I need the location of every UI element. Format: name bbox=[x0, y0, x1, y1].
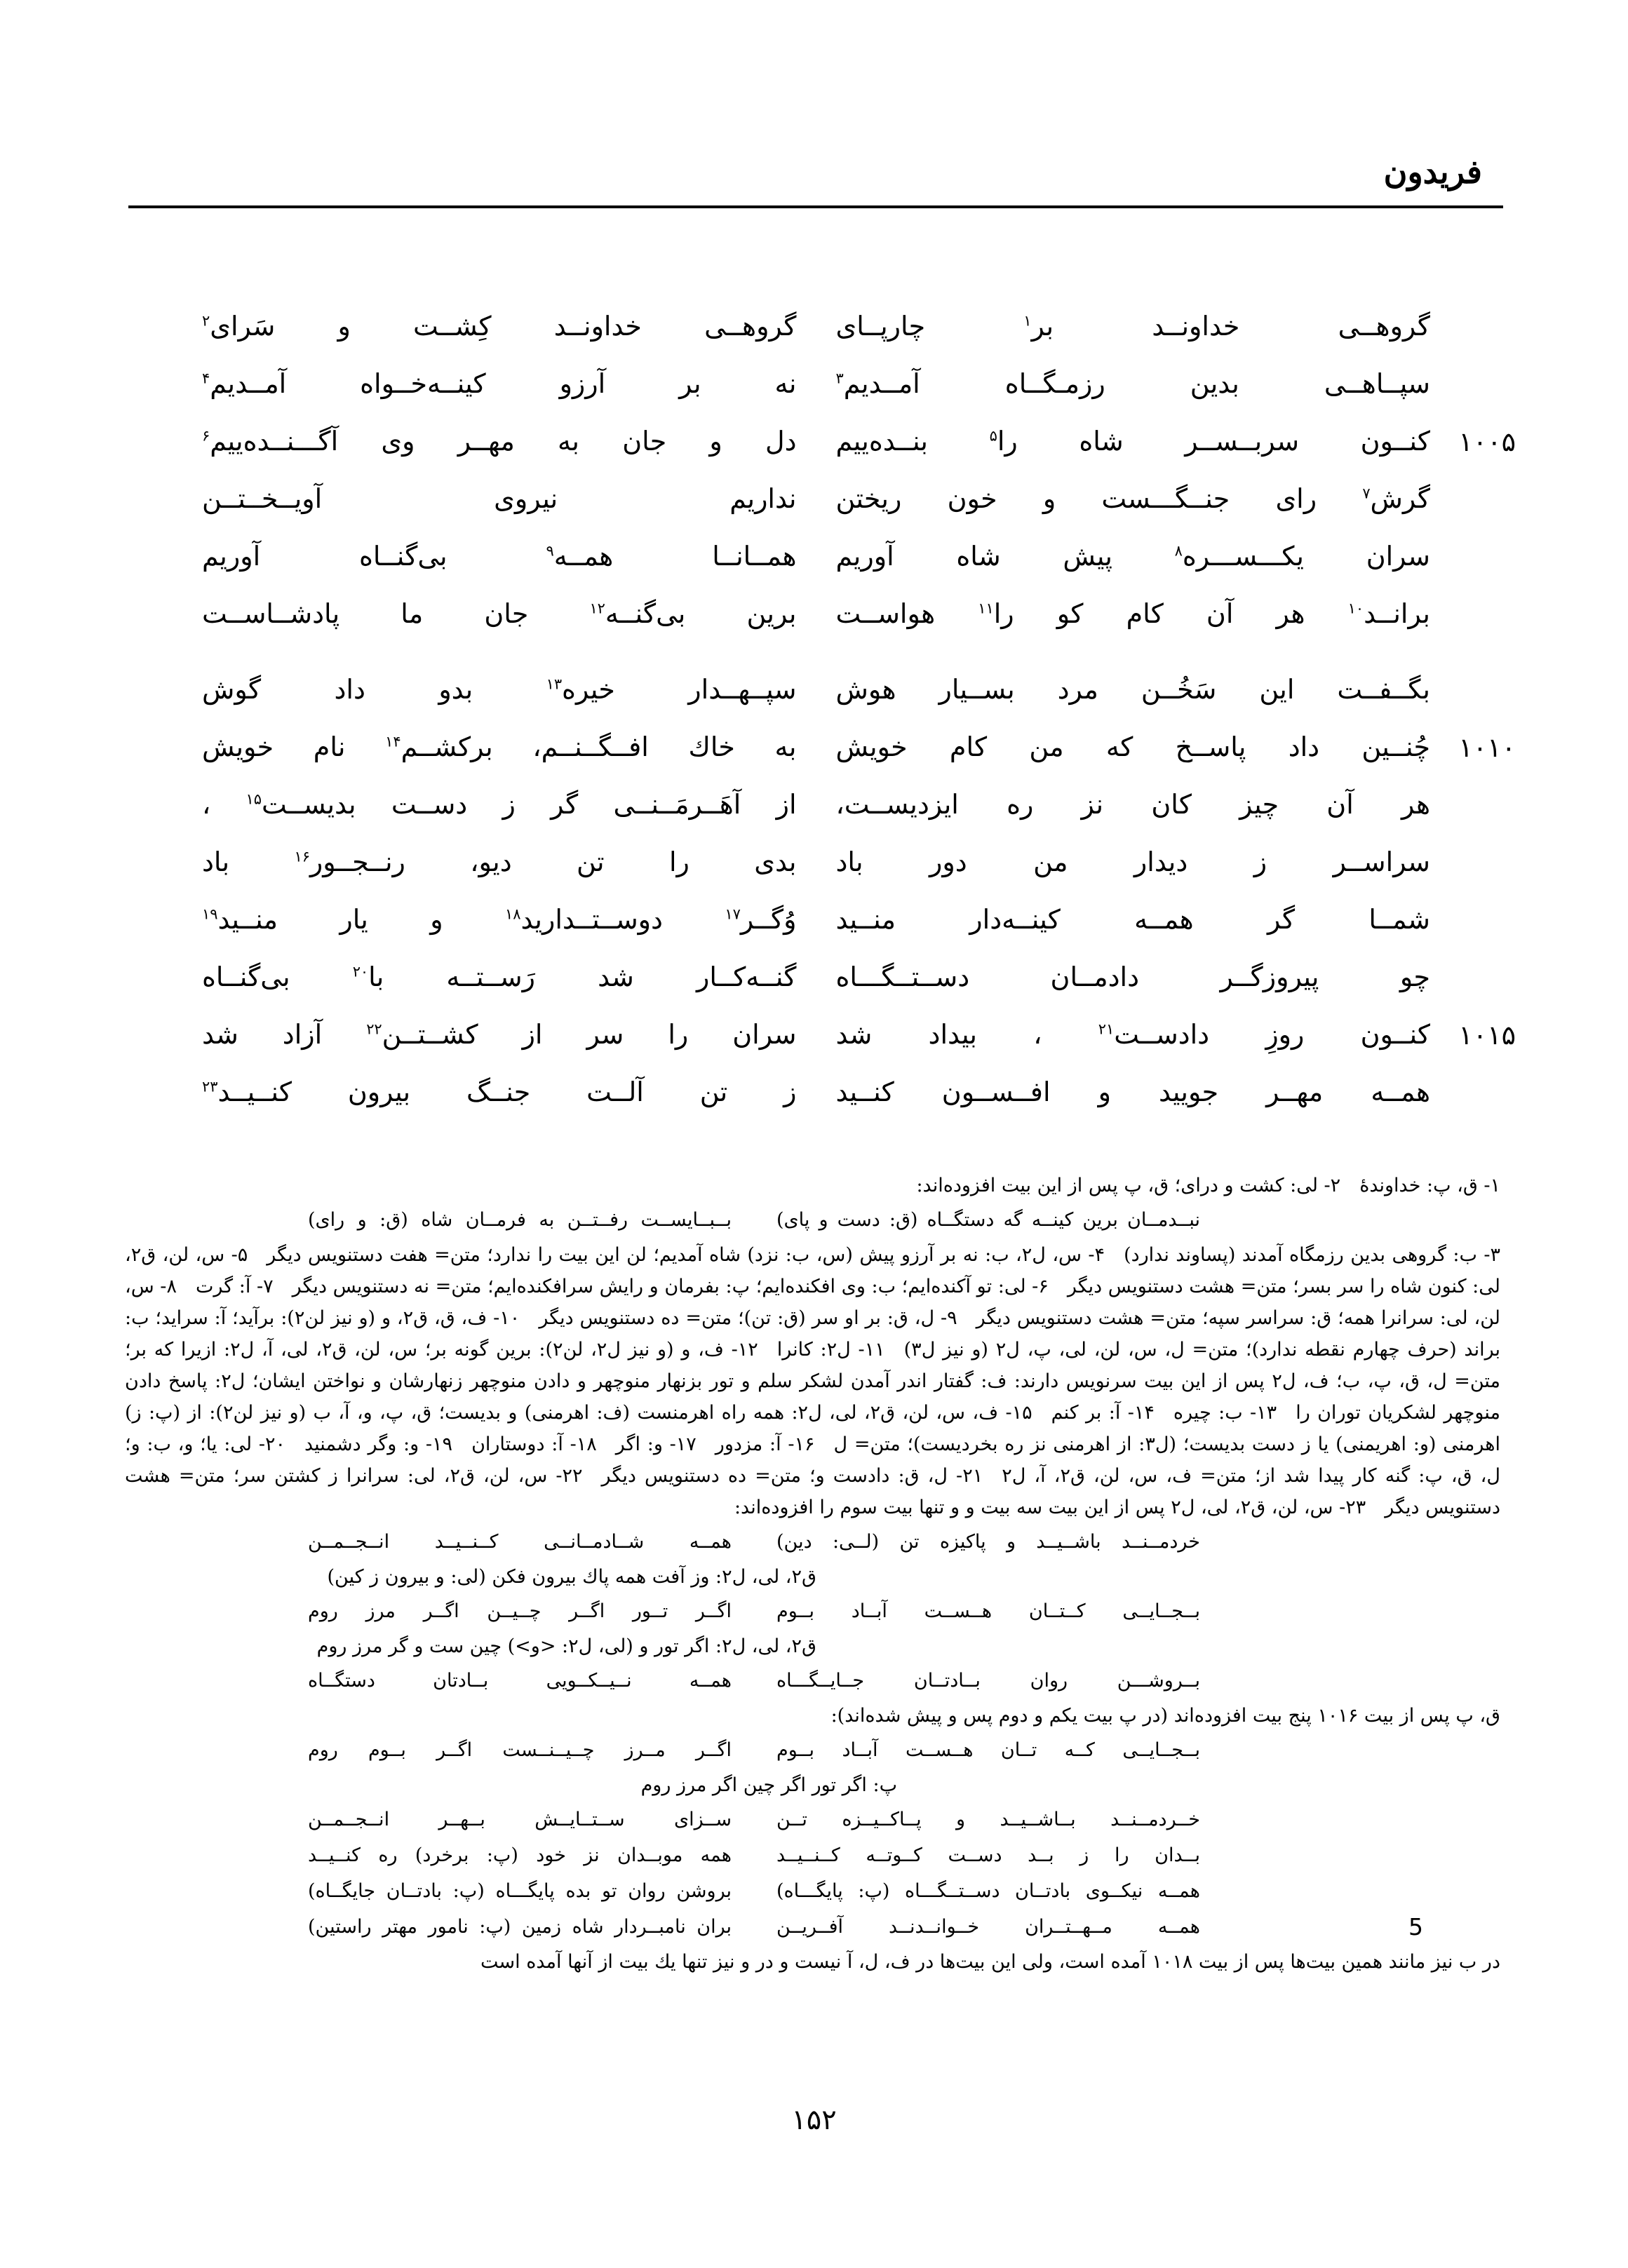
verse-row bbox=[202, 776, 1516, 834]
footnote-hemistich-first: بــروشـــن روان بــادتــان جــایــگـــاه bbox=[776, 1670, 1200, 1692]
footnote-couplet bbox=[308, 1595, 1200, 1628]
hemistich-second: سپــهــدار خیره$^{۱۳}$ بدو داد گوش bbox=[202, 674, 797, 706]
hemistich-first: چُنــین داد پاســخ که من کام خویش bbox=[835, 731, 1430, 763]
footnote-hemistich-second: همــه شــادمــانــی کــنــیــد انــجــمــن bbox=[308, 1531, 732, 1553]
hemistich-first: چو پیروزگــر دادمــان دســتــگـــاه bbox=[835, 961, 1430, 993]
running-head-title: فریدون bbox=[1383, 153, 1482, 191]
hemistich-second: وُگــر$^{۱۷}$ دوســتــدارید$^{۱۸}$ و یار منــید$^{۱۹}$ bbox=[202, 904, 797, 936]
verse-number: ۱۰۰۵ bbox=[1458, 426, 1516, 457]
poem-block bbox=[202, 298, 1516, 1121]
footnote-couplet bbox=[308, 1875, 1200, 1908]
verse-row bbox=[202, 719, 1516, 776]
verse-row bbox=[202, 471, 1516, 528]
hemistich-second: نداریم نیروی آویــخــتــن bbox=[202, 483, 797, 515]
verse-row bbox=[202, 298, 1516, 356]
verse-row bbox=[202, 356, 1516, 413]
stanza-gap bbox=[202, 643, 1516, 661]
hemistich-first: همــه مهــر جویید و افــســون کنــید bbox=[835, 1076, 1430, 1108]
hemistich-first: سراســر ز دیدار من دور باد bbox=[835, 846, 1430, 878]
footnote-hemistich-first: بــدان را ز بــد دســت کــوتــه کــنــیــد bbox=[776, 1844, 1200, 1866]
hemistich-second: گروهــی خداونــد کِشــت و سَرای$^۲$ bbox=[202, 311, 797, 342]
footnote-couplet bbox=[308, 1803, 1200, 1837]
footnote-hemistich-first: بــجــایــی کــتــان هــســت آبــاد بــوم bbox=[776, 1600, 1200, 1622]
hemistich-first: هر آن چیز کان نز ره ایزدیســت، bbox=[835, 789, 1430, 821]
footnote-hemistich-first: بــجــایــی کــه تــان هــســت آبــاد بــوم bbox=[776, 1739, 1200, 1761]
footnote-hemistich-first: همــه مــهــتــران خــوانــدنــد آفــریــن bbox=[776, 1916, 1200, 1938]
verse-row bbox=[202, 528, 1516, 586]
signature-mark: 5 bbox=[1408, 1913, 1423, 1940]
verse-row bbox=[202, 1064, 1516, 1121]
footnote-hemistich-second: همه موبــدان نز خود (پ: برخرد) ره کنــیــد bbox=[308, 1844, 732, 1866]
hemistich-first: گروهــی خداونــد بر$^۱$ چارپــای bbox=[835, 311, 1430, 342]
footnote-hemistich-first: همــه نیکــوی بادتــان دســتــگـــاه (پ: پایگـــاه) bbox=[776, 1880, 1200, 1902]
footnote-hemistich-first: نبــدمــان برین کینــه گه دستگــاه (ق: دست و پای) bbox=[776, 1209, 1200, 1231]
footnote-variant-note: ق۲، لی، ل۲: وز آفت همه پاك بیرون فکن (لی: و بیرون ز کین) bbox=[327, 1566, 816, 1588]
hemistich-second: ز تن آلــت جنــگ بیرون کنــیــد$^{۲۳}$ bbox=[202, 1076, 797, 1108]
hemistich-first: کنــون سربــســر شاه را$^۵$ بنــده‌ییم bbox=[835, 426, 1430, 457]
critical-apparatus bbox=[125, 1170, 1500, 1978]
footnote-hemistich-second: بروشن روان تو بده پایگـــاه (پ: بادتــان جایگــاه) bbox=[308, 1880, 732, 1902]
footnote-paragraph: ق، پ پس از بیت ۱۰۱۶ پنج بیت افزوده‌اند (در پ بیت یکم و دوم پس و پیش شده‌اند): bbox=[830, 1705, 1500, 1727]
hemistich-second: سران را سر از کشــتــن$^{۲۲}$ آزاد شد bbox=[202, 1019, 797, 1051]
hemistich-first: سپــاهــی بدین رزمـگــاه آمــدیم$^۳$ bbox=[835, 368, 1430, 400]
verse-row bbox=[202, 891, 1516, 949]
hemistich-first: کنــون روزِ دادســت$^{۲۱}$ ، بیداد شد bbox=[835, 1019, 1430, 1051]
hemistich-second: همــانــا همــه$^۹$ بی‌گنــاه آوریم bbox=[202, 541, 797, 572]
verse-row bbox=[202, 834, 1516, 891]
hemistich-second: از آهَــرمَــنــی گر ز دســت بدیســت$^{۱۵}$ ، bbox=[202, 789, 797, 821]
footnote-couplet bbox=[308, 1525, 1200, 1559]
hemistich-second: به خاك افــگــنــم، برکشــم$^{۱۴}$ نام خویش bbox=[202, 731, 797, 763]
page-number: ۱۵۲ bbox=[791, 2104, 837, 2136]
verse-row bbox=[202, 586, 1516, 643]
footnote-hemistich-second: همــه نــیــکــویی بــادتان دستگــاه bbox=[308, 1670, 732, 1692]
hemistich-second: نه بر آرزو کینــه‌خــواه آمــدیم$^۴$ bbox=[202, 368, 797, 400]
footnote-paragraph: در ب نیز مانند همین بیت‌ها پس از بیت ۱۰۱۸ آمده است، ولی این بیت‌ها در ف، ل، آ نیست و در و نیز تنها یك بیت از آنها آمده است bbox=[480, 1951, 1500, 1973]
footnote-couplet bbox=[308, 1910, 1423, 1944]
footnote-hemistich-second: بران نامبــردار شاه زمین (پ: نامور مهتر راستین) bbox=[308, 1916, 732, 1938]
verse-row bbox=[202, 949, 1516, 1006]
footnote-variant-note: ق۲، لی، ل۲: اگر تور و (لی، ل۲: <و>) چین ست و گر مرز روم bbox=[316, 1635, 816, 1657]
footnote-hemistich-second: ســزای ســتــایــش بــهــر انــجــمــن bbox=[308, 1809, 732, 1830]
hemistich-first: سران یکـــســـره$^۸$ پیش شاه آوریم bbox=[835, 541, 1430, 572]
footnote-couplet bbox=[308, 1203, 1200, 1237]
hemistich-second: بدی را تن دیو، رنــجــور$^{۱۶}$ باد bbox=[202, 846, 797, 878]
hemistich-first: گرش$^۷$ رای جنــگـــست و خون ریختن bbox=[835, 483, 1430, 515]
hemistich-first: برانــد$^{۱۰}$ هر آن کام کو را$^{۱۱}$ هواســت bbox=[835, 598, 1430, 630]
footnote-variant-note: پ: اگر تور اگر چین اگر مرز روم bbox=[640, 1774, 897, 1796]
verse-row bbox=[202, 1006, 1516, 1064]
hemistich-second: برین بی‌گنــه$^{۱۲}$ جان ما پادشــاســت bbox=[202, 598, 797, 630]
footnote-hemistich-second: بــبــایســت رفــتــن به فرمــان شاه (ق: و رای) bbox=[308, 1209, 732, 1231]
footnote-couplet bbox=[308, 1664, 1200, 1698]
footnote-paragraph: ۱- ق، پ: خداوندهٔ ۲- لی: کشت و درای؛ ق، پ پس از این بیت افزوده‌اند: bbox=[916, 1175, 1500, 1196]
hemistich-first: شمــا گر همــه کینــه‌دار منــید bbox=[835, 904, 1430, 936]
footnote-hemistich-second: اگــر مــرز چــیــنــست اگــر بــوم روم bbox=[308, 1739, 732, 1761]
verse-row bbox=[202, 661, 1516, 719]
hemistich-first: بگــفــت این سَخُــن مرد بســیار هوش bbox=[835, 674, 1430, 706]
footnote-apparatus-paragraph: ۳- ب: گروهی بدین رزمگاه آمدند (پساوند ندارد) ۴- س، ل۲، ب: نه بر آرزو پیش (س، ب: نزد) شاه آمدیم؛ لن این بیت را ندارد؛ متن= هفت دستنویس دیگر ۵- س، لن، ق۲، لی: کنون شاه را سر بسر؛ متن= هشت دستنویس دیگر ۶- لی: تو آکنده‌ایم؛ ب: وی افکنده‌ایم؛ پ: بفرمان و رایش سرافکنده‌ایم؛ متن= نه دستنویس دیگر ۷- آ: گرت ۸- س، لن، لی: سرانرا همه؛ ق: سراسر سپه؛ متن= هشت دستنویس دیگر ۹- ل، ق: بر او سر (ق: تن)؛ متن= ده دستنویس دیگر ۱۰- ف، ق، ق۲، و (و نیز لن۲): برآید؛ آ: سراید؛ ب: براند (حرف چهارم نقطه ندارد)؛ متن= ل، س، لن، لی، پ، ل۲ (و نیز ل۳) ۱۱- ل۲: کانرا ۱۲- ف، و (و نیز ل۲، لن۲): برین گونه بر؛ س، لن، ق۲، لی، آ، ل۲: ازیرا که بر؛ متن= ل، ق، پ، ب؛ ف، ل۲ پس از این بیت سرنویس دارند: ف: گفتار اندر آمدن لشکر سلم و تور بزنهار منوچهر و دادن منوچهر زنهارشان و نواختن ایشان؛ ل۲: پاسخ دادن منوچهر لشکریان توران را ۱۳- ب: چیره ۱۴- آ: بر کنم ۱۵- ف، س، لن، ق۲، لی، ل۲: همه راه اهرمنست (ف: اهرمنی) و بدیست؛ ق، پ، و، آ، ب (و نیز لن۲): از (پ: ز) اهرمنی (و: اهریمنی) یا ز دست بدیست؛ (ل۳: از اهرمنی نز ره بخردیست)؛ متن= ل ۱۶- آ: مزدور ۱۷- و: اگر ۱۸- آ: دوستاران ۱۹- و: وگر دشمنید ۲۰- لی: یا؛ و، ب: و؛ ل، ق، پ: گنه کار پیدا شد از؛ متن= ف، س، لن، ق۲، آ، ل۲ ۲۱- ل، ق: دادست و؛ متن= ده دستنویس دیگر ۲۲- س، لن، ق۲، لی: سرانرا ز کشتن سر؛ متن= هشت دستنویس دیگر ۲۳- س، لن، ق۲، لی، ل۲ پس از این بیت سه بیت و و تنها بیت سوم را افزوده‌اند: bbox=[125, 1244, 1501, 1518]
footnote-hemistich-first: خــردمــنــد بــاشــیــد و پــاکــیــزه تــن bbox=[776, 1809, 1200, 1830]
hemistich-second: دل و جان به مهــر وی آگـــنــده‌ییم$^۶$ bbox=[202, 426, 797, 457]
header-rule bbox=[128, 205, 1503, 208]
verse-number: ۱۰۱۰ bbox=[1458, 732, 1516, 763]
footnote-couplet bbox=[308, 1734, 1200, 1767]
footnote-couplet bbox=[308, 1839, 1200, 1872]
footnote-hemistich-second: اگــر تــور اگــر چــیــن اگــر مرز روم bbox=[308, 1600, 732, 1622]
verse-number: ۱۰۱۵ bbox=[1458, 1020, 1516, 1051]
footnote-hemistich-first: خردمــنــد باشــیــد و پاکیزه تن (لــی: دین) bbox=[776, 1531, 1200, 1553]
hemistich-second: گنــه‌کــار شد رَســتــه با$^{۲۰}$ بی‌گنــاه bbox=[202, 961, 797, 993]
verse-row bbox=[202, 413, 1516, 471]
